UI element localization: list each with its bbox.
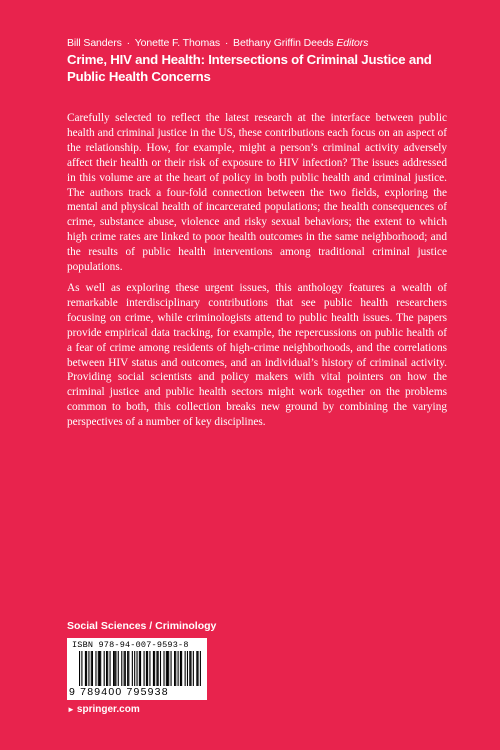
editor-name: Bethany Griffin Deeds [233,37,334,49]
book-description [67,111,447,436]
barcode-bar [178,651,179,686]
barcode-bar [166,651,167,686]
barcode-bar [127,651,128,686]
barcode-bar [136,651,137,686]
barcode-bar [185,651,186,686]
barcode-bar [156,651,157,686]
barcode-bar [113,651,114,686]
barcode-bar [149,651,150,686]
barcode-bar [160,651,161,686]
editors-line [67,37,368,49]
barcode-bar [106,651,107,686]
barcode-bar [100,651,101,686]
barcode-bar [144,651,145,686]
arrow-icon: ► [67,705,75,714]
barcode-bar [153,651,154,686]
barcode-bar [168,651,169,686]
barcode-bar [174,651,175,686]
barcode-bar [121,651,122,686]
barcode-bar [187,651,188,686]
editor-name: Yonette F. Thomas [134,37,220,49]
barcode-bar [196,651,197,686]
book-title: Crime, HIV and Health: Intersections of Criminal Justice and Public Health Concerns [67,52,432,84]
barcode-bar [171,651,172,686]
barcode-bar [175,651,176,686]
description-paragraph: As well as exploring these urgent issues, this anthology features a wealth of remarkable interdisciplinary contributions that see public health researchers focusing on crime, while criminologists attend to public health issues. The papers provide empirical data tracking, for example, the repercussions on public health of a fear of crime among residents of high-crime neighborhoods, and the correlations between HIV status and outcomes, and an individual’s history of criminal activity. Providing social scientists and policy makers with vital pointers on how the criminal justice and public health sectors might work together on the problems common to both, this collection breaks new ground by combining the varying perspectives of a number of key disciplines. [67,281,447,429]
barcode-bar [147,651,148,686]
barcode-bar [154,651,155,686]
barcode-bar [190,651,191,686]
barcode-bar [104,651,105,686]
editor-separator: · [224,37,229,49]
barcode-bar [146,651,147,686]
barcode-bar [200,651,201,686]
barcode-bar [79,651,80,686]
barcode-bar [99,651,100,686]
barcode-bar [81,651,82,686]
barcode-bar [193,651,194,686]
editor-name: Bill Sanders [67,37,122,49]
barcode-bar [107,651,108,686]
subject-category: Social Sciences / Criminology [67,620,217,632]
barcode-bar [86,651,87,686]
ean-digits: 9 789400 795938 [69,686,169,698]
barcode-bar [134,651,135,686]
barcode-bar [125,651,126,686]
barcode-bar [115,651,116,686]
barcode-image [79,651,201,686]
publisher-url-text: springer.com [76,704,140,715]
barcode-bar [110,651,111,686]
barcode-bar [163,651,164,686]
barcode-bar [180,651,181,686]
barcode-bar [139,651,140,686]
publisher-url [67,704,140,715]
barcode-bar [128,651,129,686]
barcode-panel [67,638,207,700]
barcode-bar [167,651,168,686]
barcode-bar [114,651,115,686]
barcode-bar [92,651,93,686]
editors-role-label: Editors [336,37,369,49]
barcode-bar [158,651,159,686]
barcode-bar [88,651,89,686]
barcode-bar [197,651,198,686]
editor-separator: · [126,37,131,49]
barcode-bar [140,651,141,686]
barcode-bar [132,651,133,686]
barcode-bar [181,651,182,686]
barcode-bar [91,651,92,686]
isbn-label: ISBN 978-94-007-9593-8 [72,640,189,650]
barcode-bar [118,651,119,686]
barcode-bar [95,651,96,686]
description-paragraph: Carefully selected to reflect the latest research at the interface between public health and criminal justice in the US, these contributions each focus on an aspect of the relationship. How, for example, might a person’s criminal activity adversely affect their health or their risk of exposure to HIV infection? The issues addressed in this volume are at the heart of policy in both public health and criminal justice. The authors track a four-fold connection between the two fields, exploring the mental and physical health of incarcerated populations; the health consequences of crime, substance abuse, violence and risky sexual behaviors; the extent to which high crime rates are linked to poor health outcomes in the same neighborhood; and the results of public health interventions among traditional criminal justice populations. [67,112,447,274]
barcode-bar [124,651,125,686]
barcode-bar [98,651,99,686]
barcode-bar [85,651,86,686]
barcode-bar [189,651,190,686]
